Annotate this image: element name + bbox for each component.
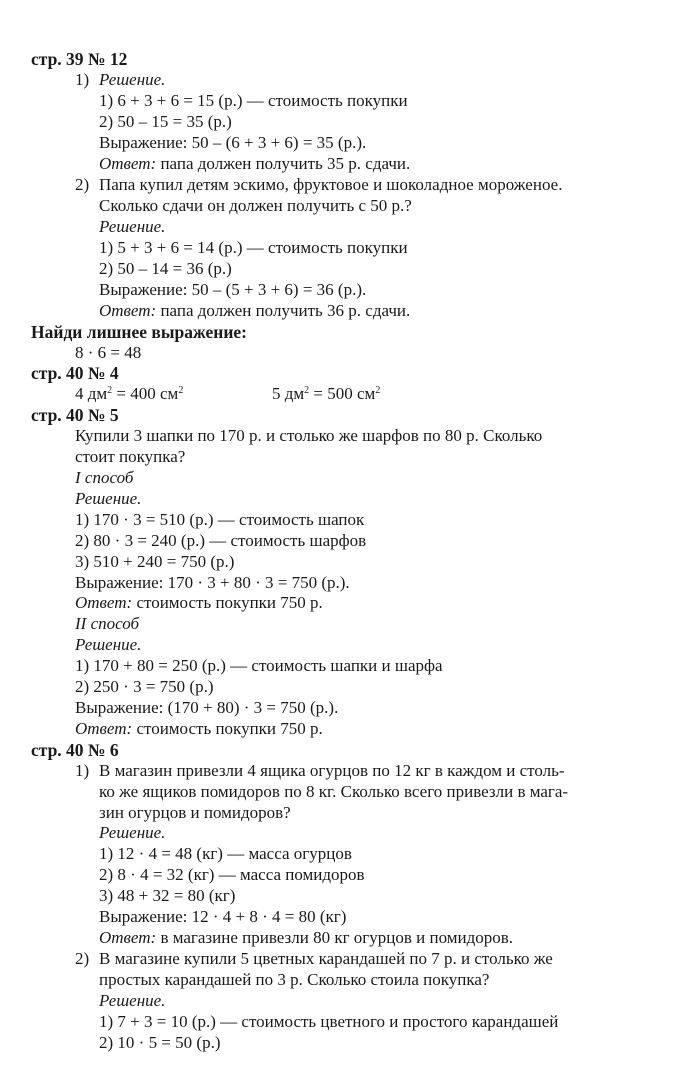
solution-step: 1) 5 + 3 + 6 = 14 (р.) — стоимость покупки — [99, 238, 408, 257]
solution-step: 1) 170 · 3 = 510 (р.) — стоимость шапок — [75, 510, 365, 529]
solution-step: 2) 8 · 4 = 32 (кг) — масса помидоров — [99, 865, 365, 884]
problem-text-line: ко же ящиков помидоров по 8 кг. Сколько всего привезли в мага- — [99, 782, 569, 801]
method-label: II способ — [75, 614, 140, 633]
section-header-find-extra: Найди лишнее выражение: — [31, 322, 248, 342]
expression-line: Выражение: 12 · 4 + 8 · 4 = 80 (кг) — [99, 907, 347, 926]
expression-line: 8 · 6 = 48 — [75, 343, 142, 362]
answer-label: Ответ: — [75, 593, 133, 612]
problem-text-line: Купили 3 шапки по 170 р. и столько же шарфов по 80 р. Сколько — [75, 426, 543, 445]
answer-text: папа должен получить 35 р. сдачи. — [160, 154, 411, 173]
expression-line: Выражение: (170 + 80) · 3 = 750 (р.). — [75, 698, 339, 717]
expression-line: Выражение: 170 · 3 + 80 · 3 = 750 (р.). — [75, 573, 350, 592]
area-conversion-a: 4 $дм^2 = 400$ $см^2$ — [75, 384, 184, 403]
solution-label: Решение. — [99, 217, 166, 236]
solution-label: Решение. — [99, 70, 166, 89]
answer-line — [75, 593, 323, 614]
solution-label: Решение. — [99, 823, 166, 842]
problem-2-number: 2) — [75, 949, 90, 968]
problem-text-line: простых карандашей по 3 р. Сколько стоила покупка? — [99, 970, 490, 989]
method-label: I способ — [75, 468, 134, 487]
solution-step: 2) 250 · 3 = 750 (р.) — [75, 677, 214, 696]
section-header-p40-n5: стр. 40 № 5 — [31, 405, 119, 425]
solution-step: 2) 10 · 5 = 50 (р.) — [99, 1033, 221, 1052]
answer-label: Ответ: — [75, 719, 133, 738]
answer-label: Ответ: — [99, 154, 157, 173]
answer-text: папа должен получить 36 р. сдачи. — [160, 301, 411, 320]
solution-step: 3) 48 + 32 = 80 (кг) — [99, 886, 236, 905]
answer-label: Ответ: — [99, 301, 157, 320]
problem-text-line: Папа купил детям эскимо, фруктовое и шоколадное мороженое. — [99, 175, 563, 194]
section-header-p40-n6: стр. 40 № 6 — [31, 740, 119, 760]
area-conversion-b: 5 $дм^2 = 500$ $см^2$ — [272, 384, 381, 403]
solution-step: 1) 6 + 3 + 6 = 15 (р.) — стоимость покупки — [99, 91, 408, 110]
solution-step: 1) 7 + 3 = 10 (р.) — стоимость цветного и простого карандашей — [99, 1012, 559, 1031]
problem-text-line: В магазин привезли 4 ящика огурцов по 12 кг в каждом и столь- — [99, 761, 565, 780]
problem-2-number: 2) — [75, 175, 90, 194]
solution-step: 2) 50 – 15 = 35 (р.) — [99, 112, 232, 131]
problem-text-line: зин огурцов и помидоров? — [99, 803, 291, 822]
expression-line: Выражение: 50 – (5 + 3 + 6) = 36 (р.). — [99, 280, 367, 299]
problem-text-line: В магазине купили 5 цветных карандашей по 7 р. и столько же — [99, 949, 553, 968]
answer-line — [75, 719, 323, 740]
solution-step: 2) 50 – 14 = 36 (р.) — [99, 259, 232, 278]
solution-step: 3) 510 + 240 = 750 (р.) — [75, 552, 235, 571]
answer-text: стоимость покупки 750 р. — [136, 719, 323, 738]
solution-step: 1) 12 · 4 = 48 (кг) — масса огурцов — [99, 844, 352, 863]
answer-line — [99, 301, 410, 322]
problem-1-number: 1) — [75, 70, 90, 89]
solution-step: 1) 170 + 80 = 250 (р.) — стоимость шапки и шарфа — [75, 656, 443, 675]
section-header-p40-n4: стр. 40 № 4 — [31, 363, 119, 383]
solution-step: 2) 80 · 3 = 240 (р.) — стоимость шарфов — [75, 531, 367, 550]
problem-text-line: Сколько сдачи он должен получить с 50 р.? — [99, 196, 412, 215]
answer-text: в магазине привезли 80 кг огурцов и помидоров. — [160, 928, 514, 947]
expression-line: Выражение: 50 – (6 + 3 + 6) = 35 (р.). — [99, 133, 367, 152]
solution-label: Решение. — [75, 489, 142, 508]
answer-label: Ответ: — [99, 928, 157, 947]
solution-label: Решение. — [75, 635, 142, 654]
answer-line — [99, 928, 513, 949]
solution-label: Решение. — [99, 991, 166, 1010]
answer-line — [99, 154, 410, 175]
problem-text-line: стоит покупка? — [75, 447, 186, 466]
problem-1-number: 1) — [75, 761, 90, 780]
section-header-p39-n12: стр. 39 № 12 — [31, 49, 128, 69]
answer-text: стоимость покупки 750 р. — [136, 593, 323, 612]
